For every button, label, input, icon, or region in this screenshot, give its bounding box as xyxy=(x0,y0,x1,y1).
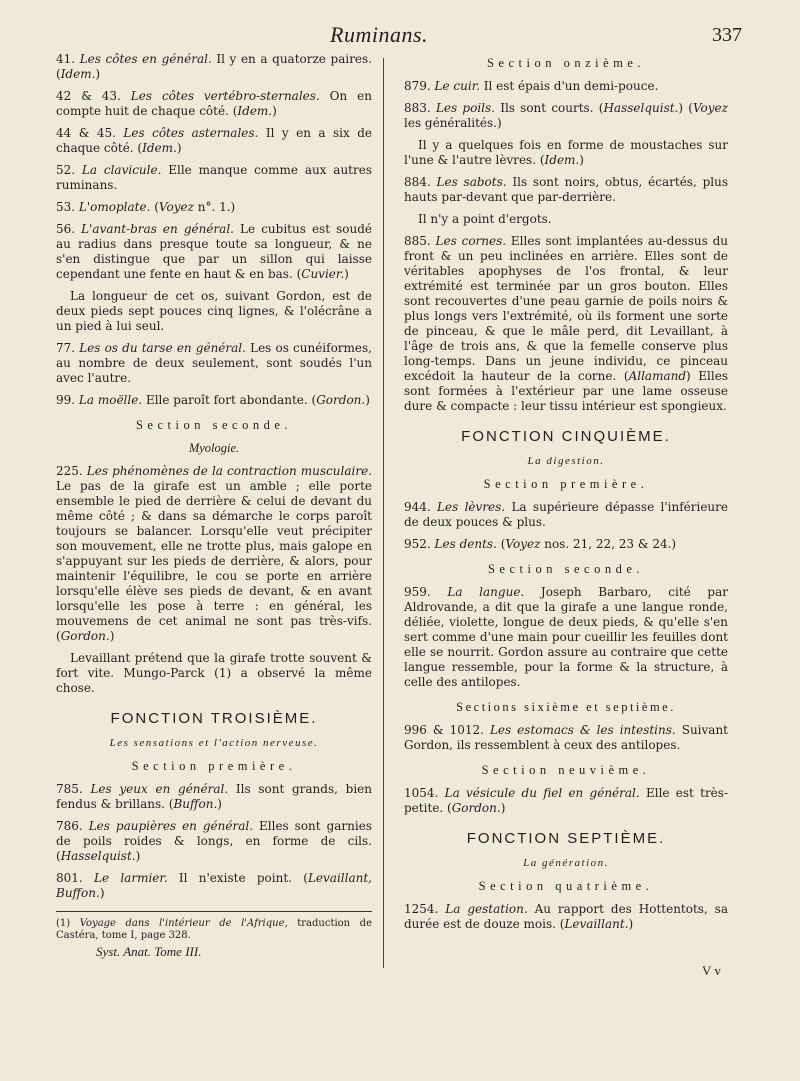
section-heading: Section première. xyxy=(131,759,297,773)
entry-996: 996 & 1012. Les estomacs & les intestins. Suivant Gordon, ils ressemblent à ceux des antilopes. xyxy=(404,723,728,752)
signature-line: Syst. Anat. Tome III. xyxy=(96,944,202,959)
section-heading: Section seconde. xyxy=(487,562,644,576)
subheading-myologie: Myologie. xyxy=(188,441,240,455)
running-header xyxy=(0,20,800,50)
subheading-sensations: Les sensations et l'action nerveuse. xyxy=(109,737,319,749)
entry-801: 801. Le larmier. Il n'existe point. (Levaillant, Buffon.) xyxy=(56,871,372,900)
column-divider xyxy=(383,58,384,968)
section-heading: Sections sixième et septième. xyxy=(456,700,676,714)
entry-1254: 1254. La gestation. Au rapport des Hottentots, sa durée est de douze mois. (Levaillant.) xyxy=(404,902,728,931)
entry-42: 42 & 43. Les côtes vertébro-sternales. On en compte huit de chaque côté. (Idem.) xyxy=(56,89,372,118)
entry-56: 56. L'avant-bras en général. Le cubitus est soudé au radius dans presque toute sa longueur, & ne s'en distingue que par un sillon qui laisse cependant une fente en haut & en bas. (Cuvier.) xyxy=(56,222,372,281)
entry-879: 879. Le cuir. Il est épais d'un demi-pouce. xyxy=(404,79,659,93)
entry-883-continued: Il y a quelques fois en forme de moustaches sur l'une & l'autre lèvres. (Idem.) xyxy=(404,138,728,167)
entry-883: 883. Les poils. Ils sont courts. (Hasselquist.) (Voyez les généralités.) xyxy=(404,101,728,130)
entry-885: 885. Les cornes. Elles sont implantées au-dessus du front & un peu inclinées en arrière. Elles sont de véritables apophyses de l'os frontal, & leur extrémité est terminée par un gros bouton. Elles sont recouvertes d'une peau garnie de poils noirs & plus longs vers l'extrémité, où ils forment une sorte de pinceau, & que le mâle perd, dit Levaillant, à l'âge de trois ans, & que la femelle conserve plus long-temps. Dans un jeune individu, ce pinceau excédoit la hauteur de la corne. (Allamand) Elles sont formées à l'extérieur par une lame osseuse dure & compacte : leur tissu intérieur est spongieux. xyxy=(404,234,728,413)
entry-56-continued: La longueur de cet os, suivant Gordon, est de deux pieds sept pouces cinq lignes, & l'olécrâne a un pied à lui seul. xyxy=(56,289,372,333)
entry-959: 959. La langue. Joseph Barbaro, cité par Aldrovande, a dit que la girafe a une langue ronde, déliée, violette, longue de deux pieds, & qu'elle s'en sert comme d'une main pour cueillir les feuilles dont elle se nourrit. Gordon assure au contraire que cette langue ressemble, pour la forme & la structure, à celle des antilopes. xyxy=(404,585,728,689)
entry-944: 944. Les lèvres. La supérieure dépasse l'inférieure de deux pouces & plus. xyxy=(404,500,728,529)
entry-53: 53. L'omoplate. (Voyez n°. 1.) xyxy=(56,200,236,214)
entry-225-continued: Levaillant prétend que la girafe trotte souvent & fort vite. Mungo-Parck (1) a observé la même chose. xyxy=(56,651,372,695)
entry-52: 52. La clavicule. Elle manque comme aux autres ruminans. xyxy=(56,163,372,192)
entry-44: 44 & 45. Les côtes asternales. Il y en a six de chaque côté. (Idem.) xyxy=(56,126,373,155)
entry-225: 225. Les phénomènes de la contraction musculaire. Le pas de la girafe est un amble ; elle porte ensemble le pied de derrière & celui de devant du même côté ; & dans sa démarche le corps paroît toujours se balancer. Lorsqu'elle veut précipiter son mouvement, elle ne trotte plus, mais galope en s'appuyant sur les pieds de derrière, & alors, pour maintenir l'équilibre, le cou se porte en arrière lorsqu'elle élève ses pieds de devant, & en avant lorsqu'elle les pose à terre : en général, les mouvemens de cet animal ne sont pas très-vifs. (Gordon.) xyxy=(56,464,372,643)
function-heading: FONCTION CINQUIÈME. xyxy=(461,428,671,445)
left-column xyxy=(56,52,372,960)
footnote-rule xyxy=(56,911,372,912)
right-column xyxy=(404,52,728,939)
subheading-generation: La génération. xyxy=(523,857,609,869)
subheading-digestion: La digestion. xyxy=(527,455,605,467)
entry-884-continued: Il n'y a point d'ergots. xyxy=(418,212,552,226)
entry-1054: 1054. La vésicule du fiel en général. Elle est très-petite. (Gordon.) xyxy=(404,786,728,815)
section-heading: Section quatrième. xyxy=(478,879,654,893)
running-title: Ruminans. xyxy=(330,22,428,47)
section-heading: Section seconde. xyxy=(135,418,292,432)
signature-mark: V v xyxy=(702,963,721,978)
section-heading: Section onzième. xyxy=(486,56,646,70)
function-heading: FONCTION SEPTIÈME. xyxy=(466,830,666,847)
entry-884: 884. Les sabots. Ils sont noirs, obtus, écartés, plus hauts par-devant que par-derrière. xyxy=(404,175,728,204)
page-number: 337 xyxy=(712,24,742,46)
entry-786: 786. Les paupières en général. Elles sont garnies de poils roides & longs, en forme de cils. (Hasselquist.) xyxy=(56,819,372,863)
entry-41: 41. Les côtes en général. Il y en a quatorze paires. (Idem.) xyxy=(56,52,373,81)
entry-99: 99. La moëlle. Elle paroît fort abondante. (Gordon.) xyxy=(56,393,370,407)
entry-77: 77. Les os du tarse en général. Les os cunéiformes, au nombre de deux seulement, sont soudés l'un avec l'autre. xyxy=(56,341,372,385)
entry-952: 952. Les dents. (Voyez nos. 21, 22, 23 & 24.) xyxy=(404,537,677,551)
section-heading: Section première. xyxy=(483,477,649,491)
footnote: (1) Voyage dans l'intérieur de l'Afrique, traduction de Castéra, tome I, page 328. xyxy=(56,918,372,941)
section-heading: Section neuvième. xyxy=(481,763,651,777)
entry-785: 785. Les yeux en général. Ils sont grands, bien fendus & brillans. (Buffon.) xyxy=(56,782,372,811)
function-heading: FONCTION TROISIÈME. xyxy=(110,710,318,727)
